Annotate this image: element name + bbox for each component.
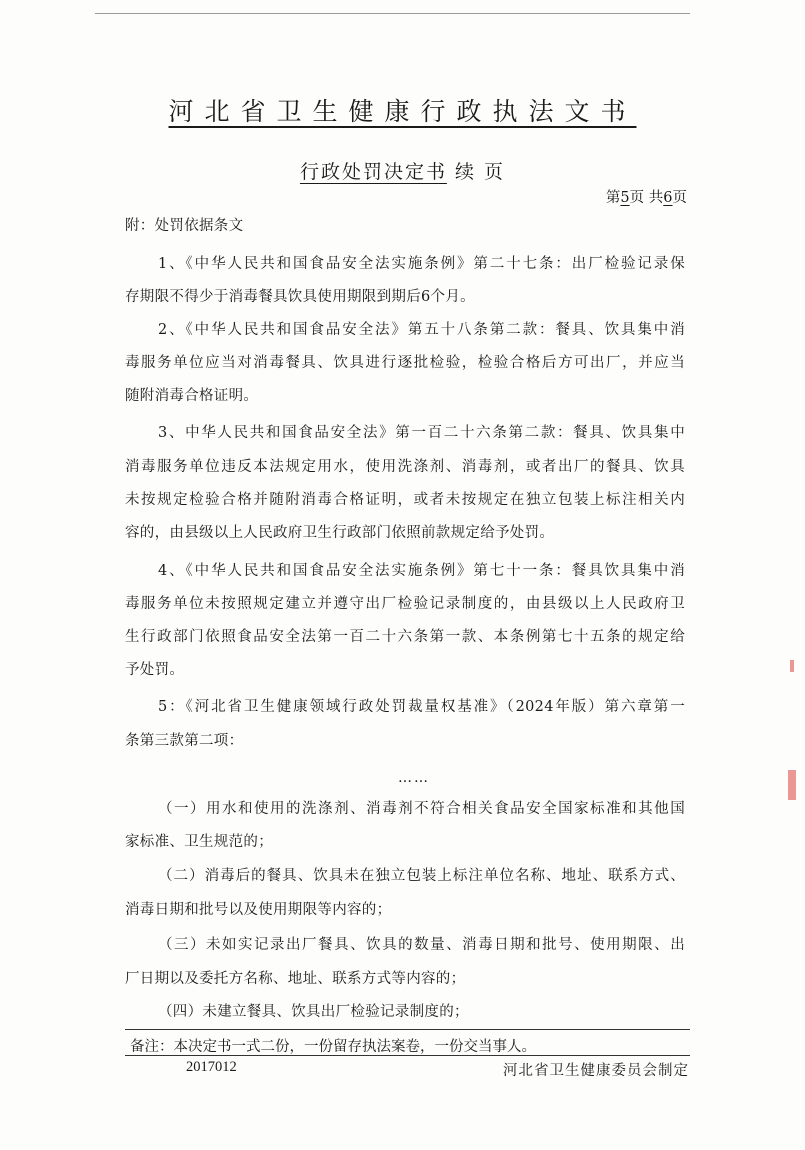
body-line: 条第三款第二项： (125, 733, 244, 749)
seal-edge-mark (788, 770, 796, 800)
body-line: （三）未如实记录出厂餐具、饮具的数量、消毒日期和批号、使用期限、出 (158, 937, 685, 953)
body-line: 2、《中华人民共和国食品安全法》第五十八条第二款：餐具、饮具集中消 (158, 322, 685, 338)
body-line: 3、中华人民共和国食品安全法》第一百二十六条第二款：餐具、饮具集中 (158, 425, 685, 441)
body-line: （四）未建立餐具、饮具出厂检验记录制度的； (158, 1004, 469, 1020)
body-line: 容的，由县级以上人民政府卫生行政部门依照前款规定给予处罚。 (125, 525, 555, 541)
body-line: 毒服务单位应当对消毒餐具、饮具进行逐批检验，检验合格后方可出厂，并应当 (125, 355, 685, 371)
body-line: （一）用水和使用的洗涤剂、消毒剂不符合相关食品安全国家标准和其他国 (158, 801, 685, 817)
footer-note: 备注：本决定书一式二份，一份留存执法案卷，一份交当事人。 (130, 1039, 536, 1055)
form-maker: 河北省卫生健康委员会制定 (503, 1063, 689, 1079)
page-total: 6 (663, 190, 673, 206)
form-code: 2017012 (186, 1059, 237, 1075)
body-line: 4、《中华人民共和国食品安全法实施条例》第七十一条：餐具饮具集中消 (158, 563, 685, 579)
document-subtitle (150, 157, 655, 184)
body-line: 毒服务单位未按照规定建立并遵守出厂检验记录制度的，由县级以上人民政府卫 (125, 596, 685, 612)
body-line: 1、《中华人民共和国食品安全法实施条例》第二十七条：出厂检验记录保 (158, 256, 685, 272)
top-border-line (95, 13, 690, 14)
footer-rule-bottom (125, 1055, 690, 1056)
body-line: 未按规定检验合格并随附消毒合格证明，或者未按规定在独立包装上标注相关内 (125, 492, 685, 508)
body-line: 5：《河北省卫生健康领域行政处罚裁量权基准》（2024年版）第六章第一 (158, 699, 685, 715)
page-mid: 页 共 (629, 190, 664, 206)
body-line: 存期限不得少于消毒餐具饮具使用期限到期后6个月。 (125, 289, 475, 305)
body-line: 消毒服务单位违反本法规定用水，使用洗涤剂、消毒剂，或者出厂的餐具、饮具 (125, 459, 685, 475)
page-number (606, 186, 687, 207)
page-prefix: 第 (605, 190, 621, 206)
attachment-heading: 附：处罚依据条文 (125, 218, 244, 234)
body-line: 随附消毒合格证明。 (125, 388, 259, 404)
body-line: 厂日期以及委托方名称、地址、联系方式等内容的； (125, 971, 466, 987)
page-suffix: 页 (672, 190, 687, 206)
body-line: 消毒日期和批号以及使用期限等内容的； (125, 902, 392, 918)
subtitle-suffix: 续 页 (446, 161, 506, 183)
body-line: 生行政部门依照食品安全法第一百二十六条第一款、本条例第七十五条的规定给 (125, 629, 685, 645)
document-title: 河北省卫生健康行政执法文书 (168, 97, 637, 126)
body-line: （二）消毒后的餐具、饮具未在独立包装上标注单位名称、地址、联系方式、 (158, 868, 685, 884)
seal-edge-mark (790, 660, 794, 672)
body-line: 予处罚。 (125, 662, 185, 678)
ellipsis: …… (398, 770, 430, 786)
body-line: 家标准、卫生规范的； (125, 834, 273, 850)
page-current: 5 (620, 190, 630, 206)
footer-rule-top (125, 1029, 690, 1030)
subtitle-main: 行政处罚决定书 (299, 161, 447, 183)
